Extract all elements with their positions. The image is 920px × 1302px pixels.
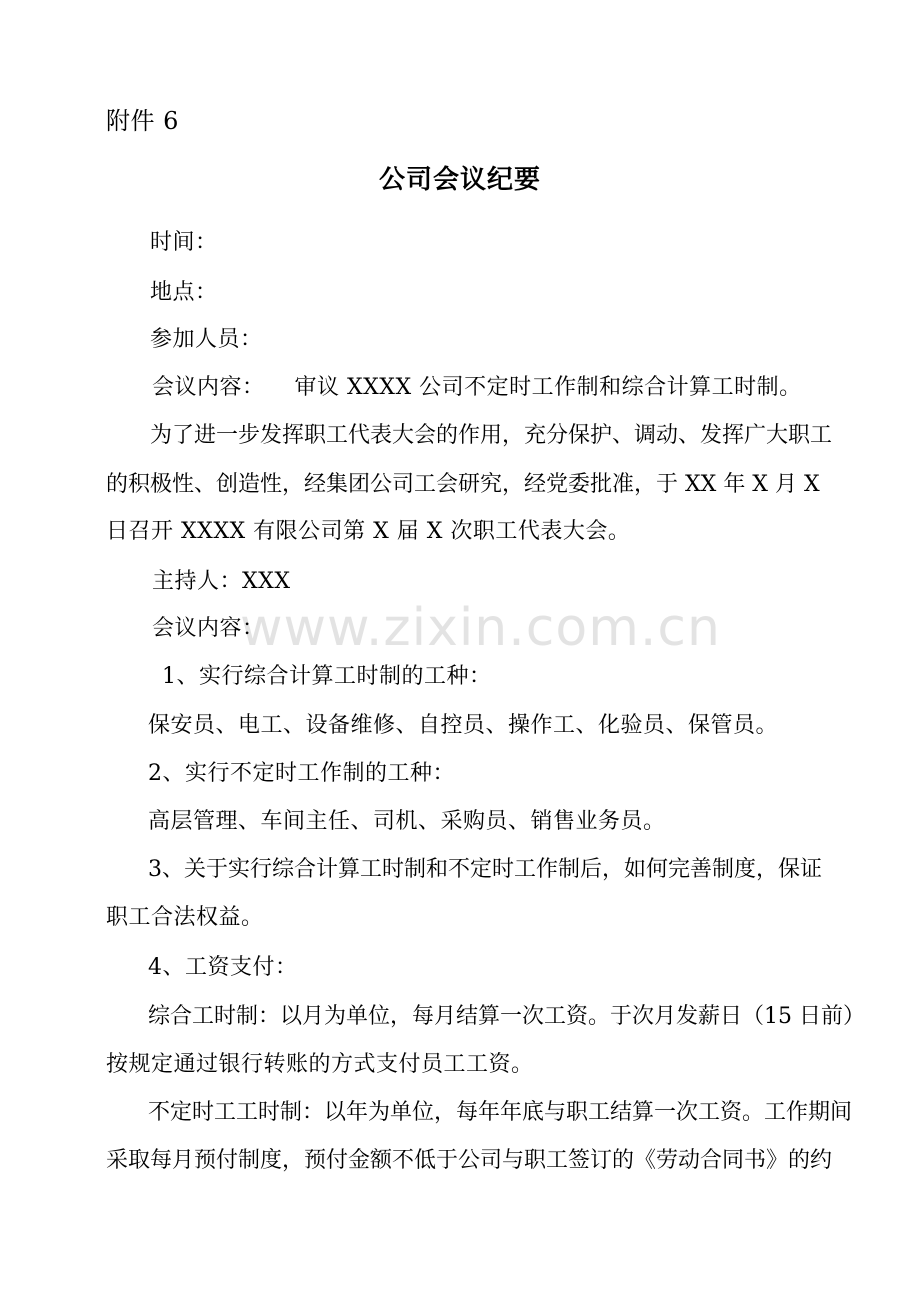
item-1-heading: 1、实行综合计算工时制的工种：: [162, 664, 492, 689]
item-1-body: 保安员、电工、设备维修、自控员、操作工、化验员、保管员。: [148, 713, 779, 738]
intro-line-3: 日召开 XXXX 有限公司第 X 届 X 次职工代表大会。: [106, 519, 631, 544]
comprehensive-pay-line-1: 综合工时制：以月为单位，每月结算一次工资。于次月发薪日（15 日前）: [148, 1004, 865, 1029]
host-line: 主持人：XXX: [152, 569, 291, 594]
item-4-heading: 4、工资支付：: [148, 955, 298, 980]
agenda-line: 会议内容： 审议 XXXX 公司不定时工作制和综合计算工时制。: [152, 375, 802, 400]
item-2-heading: 2、实行不定时工作制的工种：: [148, 761, 455, 786]
content-label: 会议内容：: [152, 616, 265, 641]
attendees-field: 参加人员：: [150, 327, 263, 352]
watermark: www.zixin.com.cn: [240, 598, 721, 658]
annex-label: 附件 6: [106, 107, 179, 135]
time-field: 时间：: [150, 230, 218, 255]
item-3-line-2: 职工合法权益。: [106, 905, 264, 930]
intro-line-1: 为了进一步发挥职工代表大会的作用，充分保护、调动、发挥广大职工: [150, 423, 833, 448]
flexible-pay-line-2: 采取每月预付制度，预付金额不低于公司与职工签订的《劳动合同书》的约: [106, 1148, 833, 1173]
intro-line-2: 的积极性、创造性，经集团公司工会研究，经党委批准，于 XX 年 X 月 X: [106, 472, 820, 497]
flexible-pay-line-1: 不定时工工时制：以年为单位，每年年底与职工结算一次工资。工作期间: [148, 1100, 853, 1125]
item-3-line-1: 3、关于实行综合计算工时制和不定时工作制后，如何完善制度，保证: [148, 857, 822, 882]
location-field: 地点：: [150, 280, 218, 305]
item-2-body: 高层管理、车间主任、司机、采购员、销售业务员。: [148, 809, 666, 834]
document-title: 公司会议纪要: [378, 165, 541, 195]
comprehensive-pay-line-2: 按规定通过银行转账的方式支付员工工资。: [106, 1052, 534, 1077]
